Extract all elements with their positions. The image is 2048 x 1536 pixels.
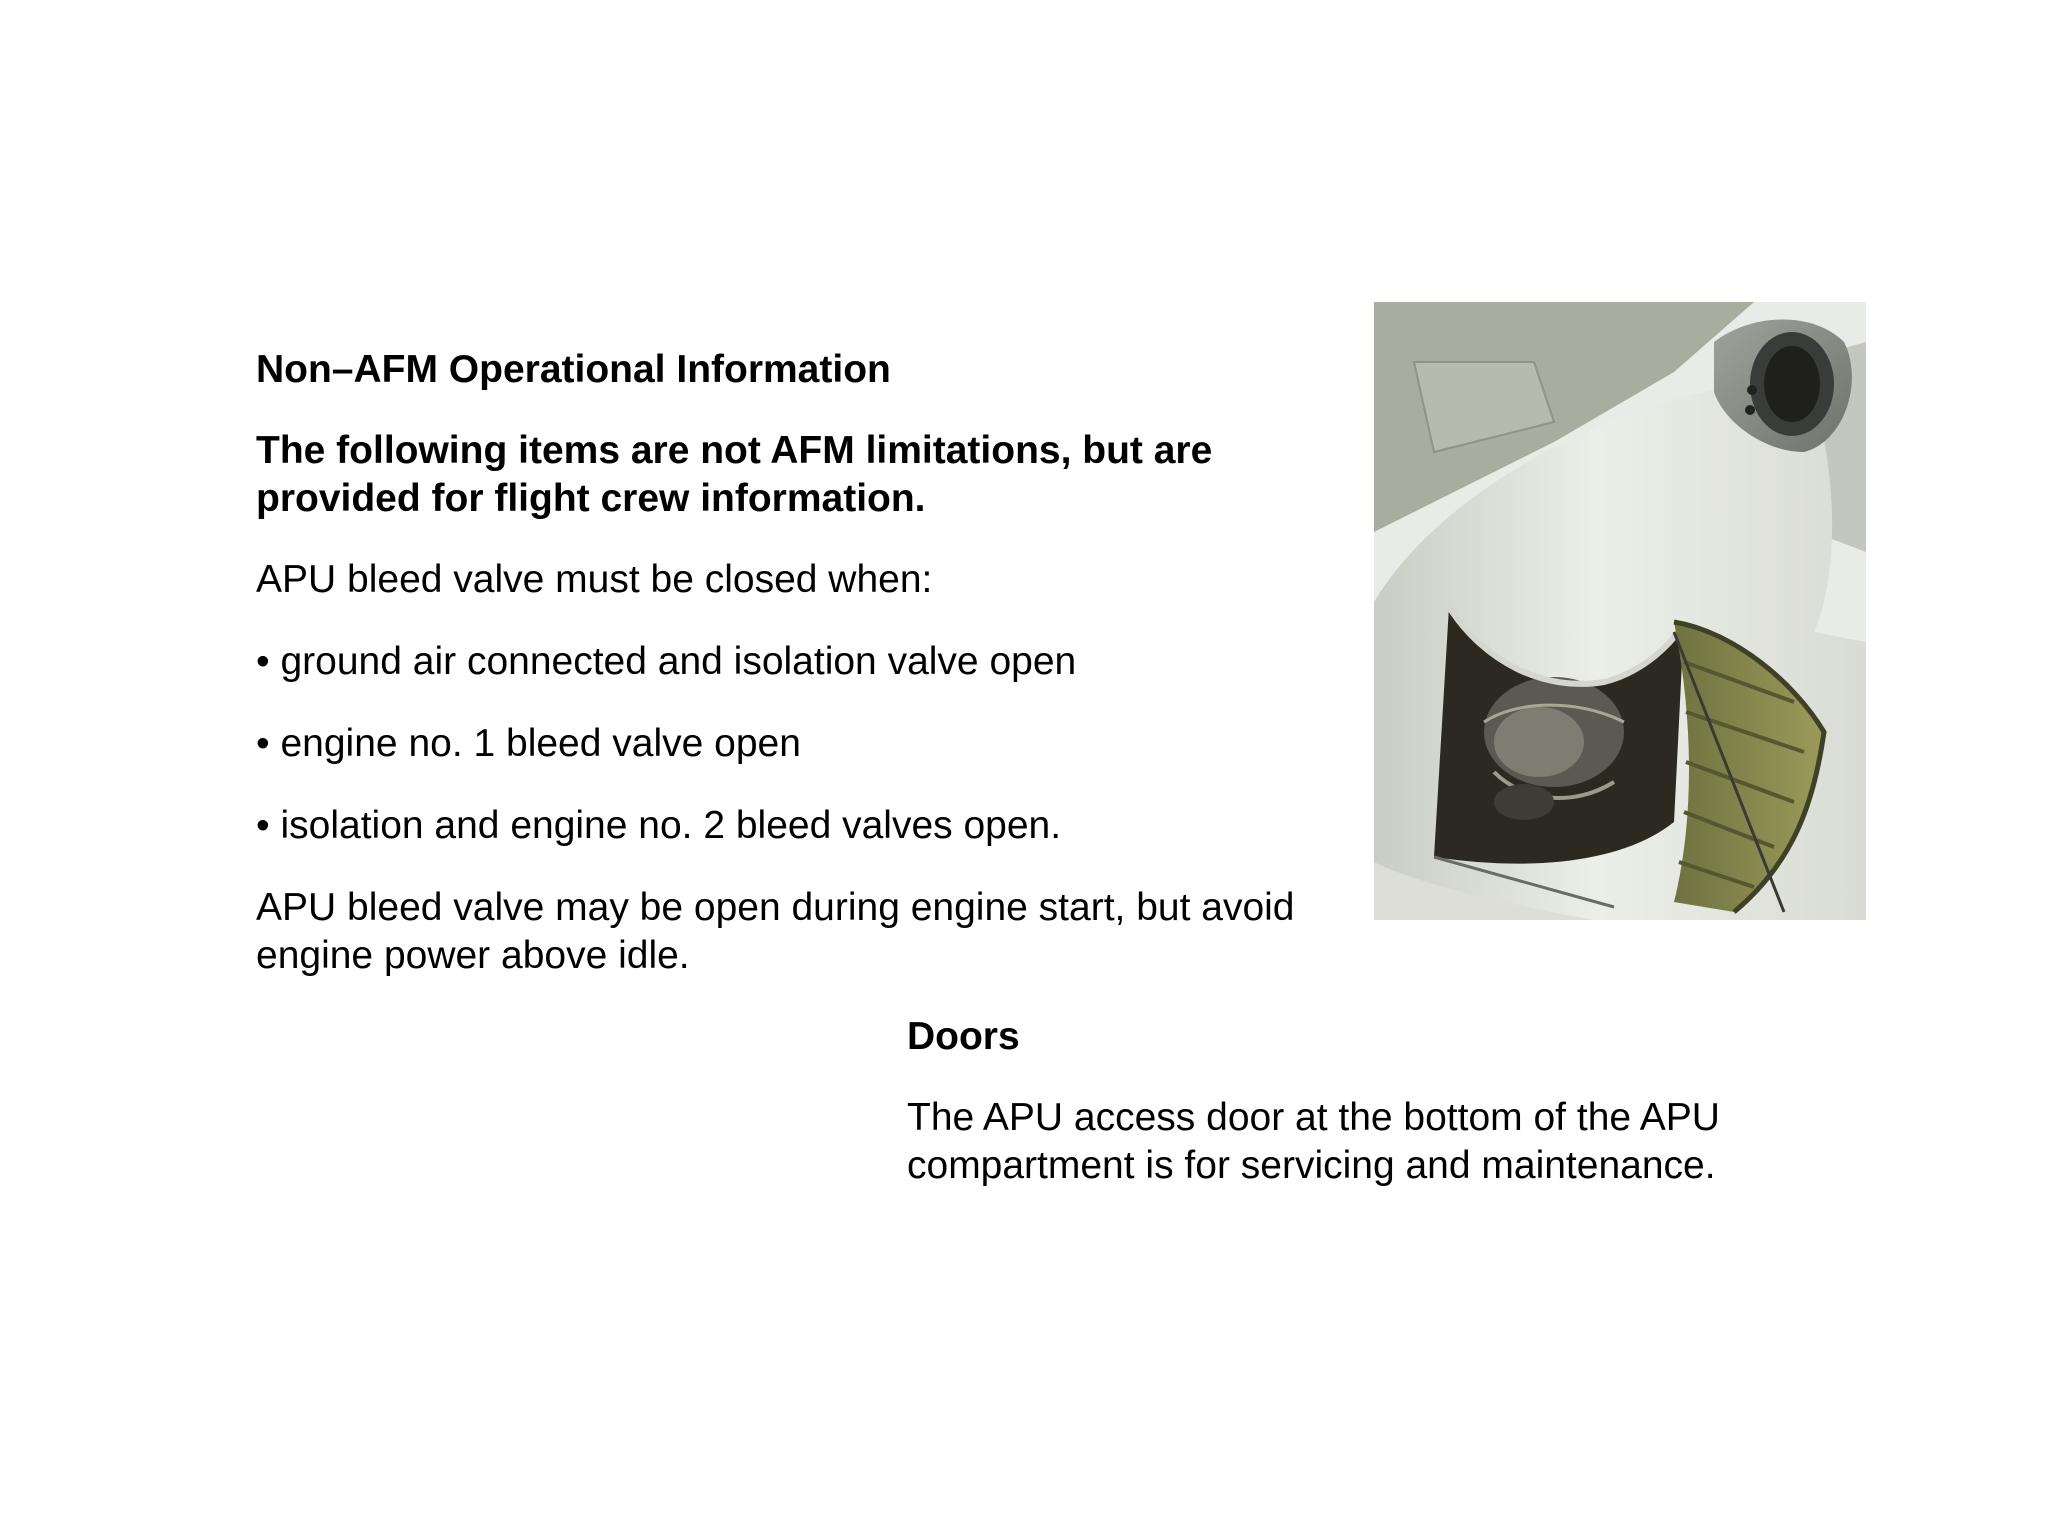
apu-compartment-photo	[1374, 302, 1866, 920]
section-title: Non–AFM Operational Information	[256, 348, 891, 391]
bleed-open-note: APU bleed valve may be open during engine start, but avoid engine power above idle.	[256, 886, 1295, 977]
doors-text: The APU access door at the bottom of the APU compartment is for servicing and maintenance.	[907, 1096, 1720, 1187]
section-intro: The following items are not AFM limitations, but are provided for flight crew information.	[256, 429, 1213, 520]
bullet-item: • engine no. 1 bleed valve open	[256, 722, 801, 765]
operational-info-section	[256, 346, 1346, 980]
bullet-item: • isolation and engine no. 2 bleed valves open.	[256, 804, 1062, 847]
bullet-item: • ground air connected and isolation valve open	[256, 640, 1077, 683]
bleed-closed-lead: APU bleed valve must be closed when:	[256, 558, 933, 601]
doors-section	[907, 1013, 1807, 1190]
doors-title: Doors	[907, 1015, 1020, 1058]
